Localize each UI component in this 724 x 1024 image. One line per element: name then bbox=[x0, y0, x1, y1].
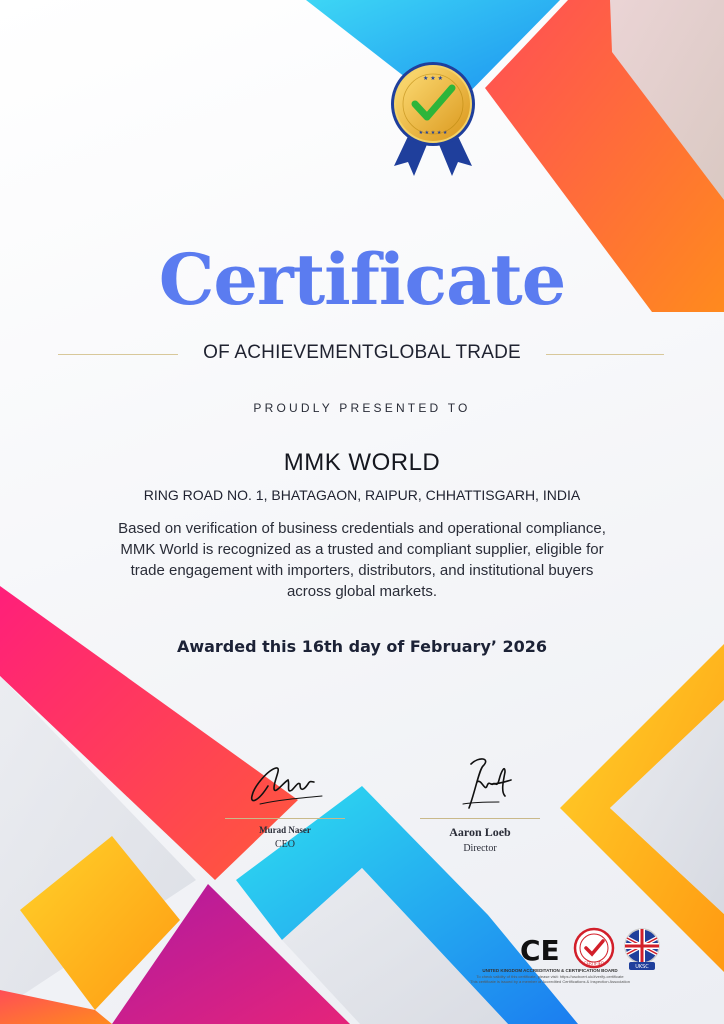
accreditation-marks bbox=[516, 926, 666, 974]
svg-text:★ ★ ★: ★ ★ ★ bbox=[423, 75, 443, 82]
recipient-name: MMK WORLD bbox=[283, 449, 441, 476]
svg-text:★ ★ ★ ★ ★: ★ ★ ★ ★ ★ bbox=[418, 130, 448, 136]
certified-badge-text: CERTIFIED bbox=[583, 961, 605, 966]
recipient-address: RING ROAD NO. 1, BHATAGAON, RAIPUR, CHHATTISGARH, INDIA bbox=[143, 487, 581, 503]
award-date: Awarded this 16th day of February’ 2026 bbox=[176, 637, 548, 656]
checkmark-seal-icon bbox=[388, 62, 478, 182]
signature-director-image bbox=[425, 752, 535, 812]
signature-block-ceo bbox=[220, 752, 350, 850]
signature-ceo-image bbox=[230, 752, 340, 812]
footer-line-3: This certificate is issued by a member of Accredited Certifications & Inspection Association bbox=[470, 979, 630, 984]
signature-line bbox=[225, 818, 345, 819]
certified-stamp-icon bbox=[575, 929, 613, 967]
certificate-body-text: Based on verification of business credentials and operational compliance, MMK World is recognized as a trusted and compliant supplier, eligible for trade engagement with importers, distributors, and institutional buyers across global markets. bbox=[118, 520, 606, 600]
certificate-title: Certificate bbox=[158, 238, 566, 321]
uk-badge-text: UKSC bbox=[635, 964, 649, 970]
signatory-name: Aaron Loeb bbox=[449, 825, 511, 839]
signatory-name: Murad Naser bbox=[259, 825, 311, 835]
footer-line-1: UNITED KINGDOM ACCREDITATION & CERTIFICATION BOARD bbox=[482, 968, 618, 973]
certificate-subtitle: OF ACHIEVEMENTGLOBAL TRADE bbox=[203, 342, 521, 363]
presented-to-label: PROUDLY PRESENTED TO bbox=[253, 401, 471, 415]
signatory-role: CEO bbox=[275, 839, 295, 850]
ce-mark-text: CE bbox=[520, 934, 560, 967]
signature-line bbox=[420, 818, 540, 819]
uk-flag-badge-icon bbox=[625, 929, 659, 970]
ce-mark-icon bbox=[520, 934, 560, 967]
signatory-role: Director bbox=[463, 843, 497, 854]
footer-fine-print bbox=[400, 968, 700, 985]
footer-line-2: To check validity of this certificate, please visit: https://uscbcert.uk/#verify-certificate bbox=[476, 973, 624, 979]
signature-block-director bbox=[410, 752, 550, 854]
